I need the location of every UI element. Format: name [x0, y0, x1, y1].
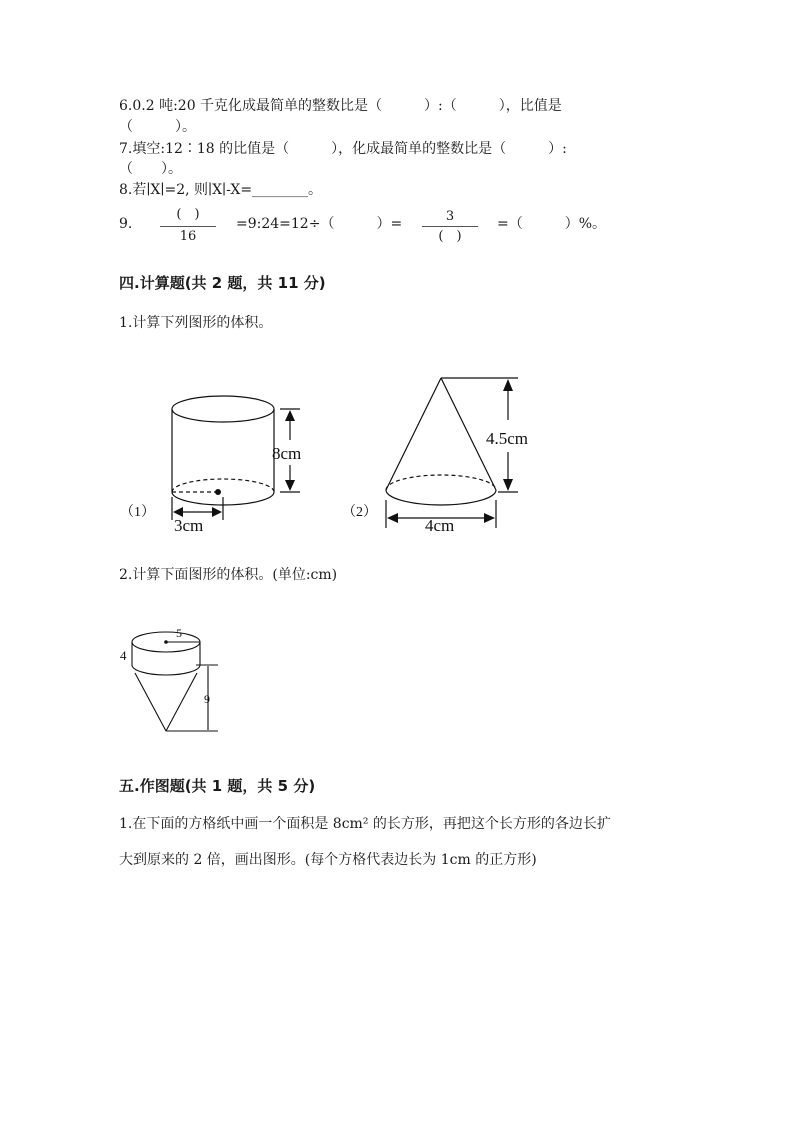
section-5-question-1-line-2: 大到原来的 2 倍，画出图形。(每个方格代表边长为 1cm 的正方形) — [119, 852, 537, 868]
fraction-1-numerator: ( ) — [176, 207, 200, 222]
figure-1-label: （1） — [120, 505, 155, 520]
fig3-radius-label: 5 — [176, 626, 182, 640]
section-4-question-2: 2.计算下面图形的体积。(单位:cm) — [119, 567, 338, 583]
question-7-line-2: （ ）。 — [119, 161, 182, 177]
question-9-number: 9. — [119, 216, 133, 232]
section-5-heading: 五.作图题(共 1 题，共 5 分) — [119, 777, 316, 795]
fig3-cone-height-label: 9 — [204, 692, 210, 706]
cylinder-radius-label: 3cm — [174, 516, 204, 535]
fraction-2-numerator: 3 — [445, 209, 455, 224]
question-7-line-1: 7.填空:12∶18 的比值是（ ），化成最简单的整数比是（ ）: — [119, 141, 567, 157]
section-5-question-1-line-1: 1.在下面的方格纸中画一个面积是 8cm² 的长方形，再把这个长方形的各边长扩 — [119, 816, 611, 832]
question-9-end: =（ ）%。 — [497, 216, 607, 232]
cone-height-label: 4.5cm — [486, 429, 529, 448]
question-9-middle: =9:24=12÷（ ）= — [236, 216, 403, 232]
question-6-line-1: 6.0.2 吨:20 千克化成最简单的整数比是（ ）:（ ），比值是 — [119, 98, 562, 114]
section-4-heading: 四.计算题(共 2 题，共 11 分) — [119, 274, 326, 292]
section-4-question-1: 1.计算下列图形的体积。 — [119, 315, 273, 331]
cone-diameter-label: 4cm — [425, 516, 455, 535]
figure-2-label: （2） — [342, 505, 377, 520]
question-6-line-2: （ ）。 — [119, 119, 196, 135]
fraction-1-denominator: 16 — [179, 229, 197, 244]
fig3-cylinder-height-label: 4 — [120, 648, 127, 663]
fraction-2-denominator: ( ) — [438, 229, 462, 244]
question-8: 8.若∣X∣=2, 则∣X∣-X=________。 — [119, 182, 323, 198]
cylinder-height-label: 8cm — [272, 444, 302, 463]
